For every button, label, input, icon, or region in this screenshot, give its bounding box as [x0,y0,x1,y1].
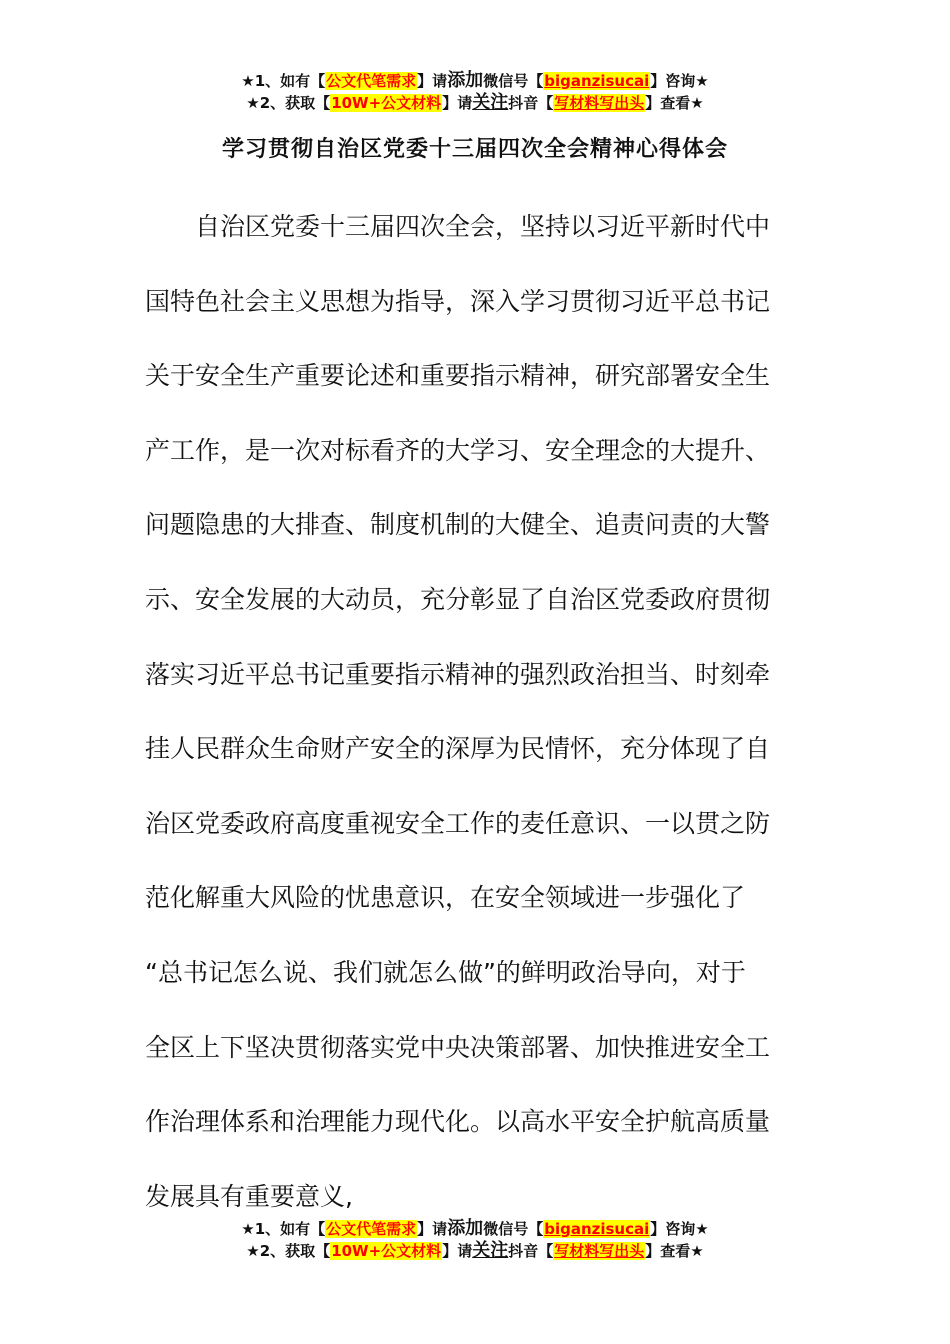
banner-text: 】咨询★ [650,72,709,90]
highlight-materials: 10W+公文材料 [331,94,442,112]
paragraph-line: 国特色社会主义思想为指导，深入学习贯彻习近平总书记 [145,286,771,316]
banner-line-2 [0,92,950,114]
header-banner [0,70,950,114]
banner-line-1 [0,70,950,92]
banner-text: ★1、如有【 [241,72,326,90]
banner-text: 】请 [442,94,473,112]
document-title: 学习贯彻自治区党委十三届四次全会精神心得体会 [221,137,728,162]
wechat-id-link[interactable]: biganzisucai [544,1220,650,1238]
banner-text: 微信号【 [483,1220,544,1238]
paragraph-line: 挂人民群众生命财产安全的深厚为民情怀，充分体现了自 [145,734,771,764]
banner-emphasis: 关注 [472,92,509,113]
paragraph-line: 问题隐患的大排查、制度机制的大健全、追责问责的大警 [145,510,771,540]
paragraph-line: 落实习近平总书记重要指示精神的强烈政治担当、时刻牵 [145,659,771,689]
paragraph-line: 范化解重大风险的忧患意识，在安全领域进一步强化了 [145,883,746,913]
paragraph-line: 治区党委政府高度重视安全工作的麦任意识、一以贯之防 [145,808,771,838]
banner-text: 】请 [417,72,448,90]
banner-emphasis: 添加 [447,70,484,91]
banner-emphasis: 添加 [447,1218,484,1239]
banner-emphasis: 关注 [472,1240,509,1261]
banner-text: 】查看★ [645,94,704,112]
banner-text: 】请 [417,1220,448,1238]
banner-text: 微信号【 [483,72,544,90]
banner-text: 抖音【 [508,1242,554,1260]
paragraph-line: 示、安全发展的大动员，充分彰显了自治区党委政府贯彻 [145,584,771,614]
douyin-account-link[interactable]: 写材料写出头 [554,1242,645,1260]
paragraph-line: “总书记怎么说、我们就怎么做”的鲜明政治导向，对于 [145,957,746,987]
banner-line-2 [0,1240,950,1262]
banner-text: ★2、获取【 [246,94,331,112]
banner-text: ★2、获取【 [246,1242,331,1260]
paragraph-line: 发展具有重要意义, [145,1181,353,1211]
body-paragraph [145,190,785,1234]
banner-line-1 [0,1218,950,1240]
paragraph-line: 自治区党委十三届四次全会，坚持以习近平新时代中 [195,212,771,241]
highlight-service: 公文代笔需求 [326,1220,417,1238]
banner-text: 】请 [442,1242,473,1260]
highlight-service: 公文代笔需求 [326,72,417,90]
banner-text: 】查看★ [645,1242,704,1260]
paragraph-line: 产工作，是一次对标看齐的大学习、安全理念的大提升、 [145,435,771,465]
douyin-account-link[interactable]: 写材料写出头 [554,94,645,112]
wechat-id-link[interactable]: biganzisucai [544,72,650,90]
paragraph-line: 全区上下坚决贯彻落实党中央决策部署、加快推进安全工 [145,1032,771,1062]
banner-text: 抖音【 [508,94,554,112]
banner-text: 】咨询★ [650,1220,709,1238]
footer-banner [0,1218,950,1262]
highlight-materials: 10W+公文材料 [331,1242,442,1260]
paragraph-line: 关于安全生产重要论述和重要指示精神，研究部署安全生 [145,361,771,391]
paragraph-line: 作治理体系和治理能力现代化。以高水平安全护航高质量 [145,1107,771,1137]
banner-text: ★1、如有【 [241,1220,326,1238]
